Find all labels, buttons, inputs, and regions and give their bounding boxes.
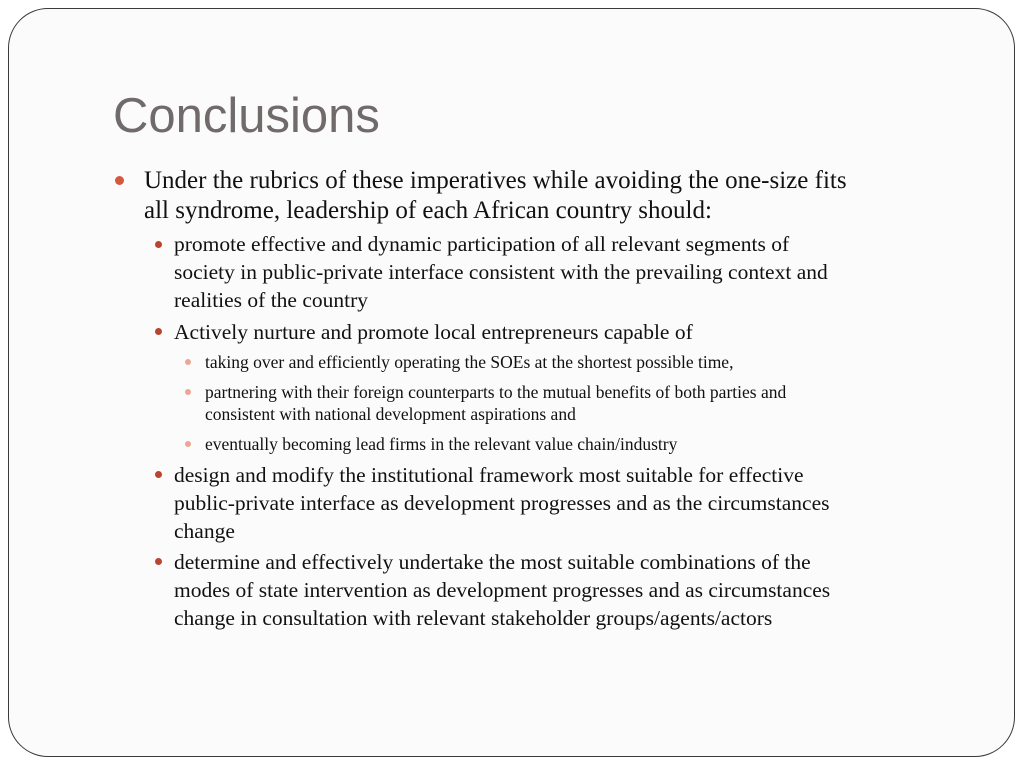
bullet-text-line: promote effective and dynamic participation of all relevant segments of (174, 232, 790, 256)
bullet-text-line: change (174, 519, 235, 543)
bullet-text-line: Actively nurture and promote local entrepreneurs capable of (174, 320, 693, 344)
bullet-text-line: all syndrome, leadership of each African country should: (144, 197, 712, 224)
bullet-text-line: society in public-private interface consistent with the prevailing context and (174, 260, 828, 284)
bullet-icon (155, 328, 162, 335)
bullet-text-line: determine and effectively undertake the most suitable combinations of the (174, 550, 811, 574)
bullet-text-line: partnering with their foreign counterparts to the mutual benefits of both parties and (205, 382, 787, 402)
bullet-icon (155, 471, 162, 478)
bullet-text-line: Under the rubrics of these imperatives while avoiding the one-size fits (144, 167, 847, 194)
bullet-text-line: modes of state intervention as development progresses and as circumstances (174, 578, 831, 602)
bullet-text-line: public-private interface as development progresses and as the circumstances (174, 491, 830, 515)
bullet-text-line: change in consultation with relevant stakeholder groups/agents/actors (174, 606, 773, 630)
bullet-text-line: consistent with national development aspirations and (205, 404, 576, 424)
slide-title: Conclusions (113, 89, 380, 143)
bullet-text-line: taking over and efficiently operating the SOEs at the shortest possible time, (205, 352, 734, 372)
bullet-icon (155, 241, 162, 248)
bullet-icon (155, 558, 162, 565)
bullet-icon (115, 176, 124, 185)
bullet-text-line: realities of the country (174, 288, 369, 312)
bullet-icon (185, 389, 191, 395)
bullet-icon (185, 441, 191, 447)
bullet-text-line: design and modify the institutional framework most suitable for effective (174, 463, 804, 487)
bullet-icon (185, 359, 191, 365)
bullet-text-line: eventually becoming lead firms in the relevant value chain/industry (205, 434, 678, 454)
